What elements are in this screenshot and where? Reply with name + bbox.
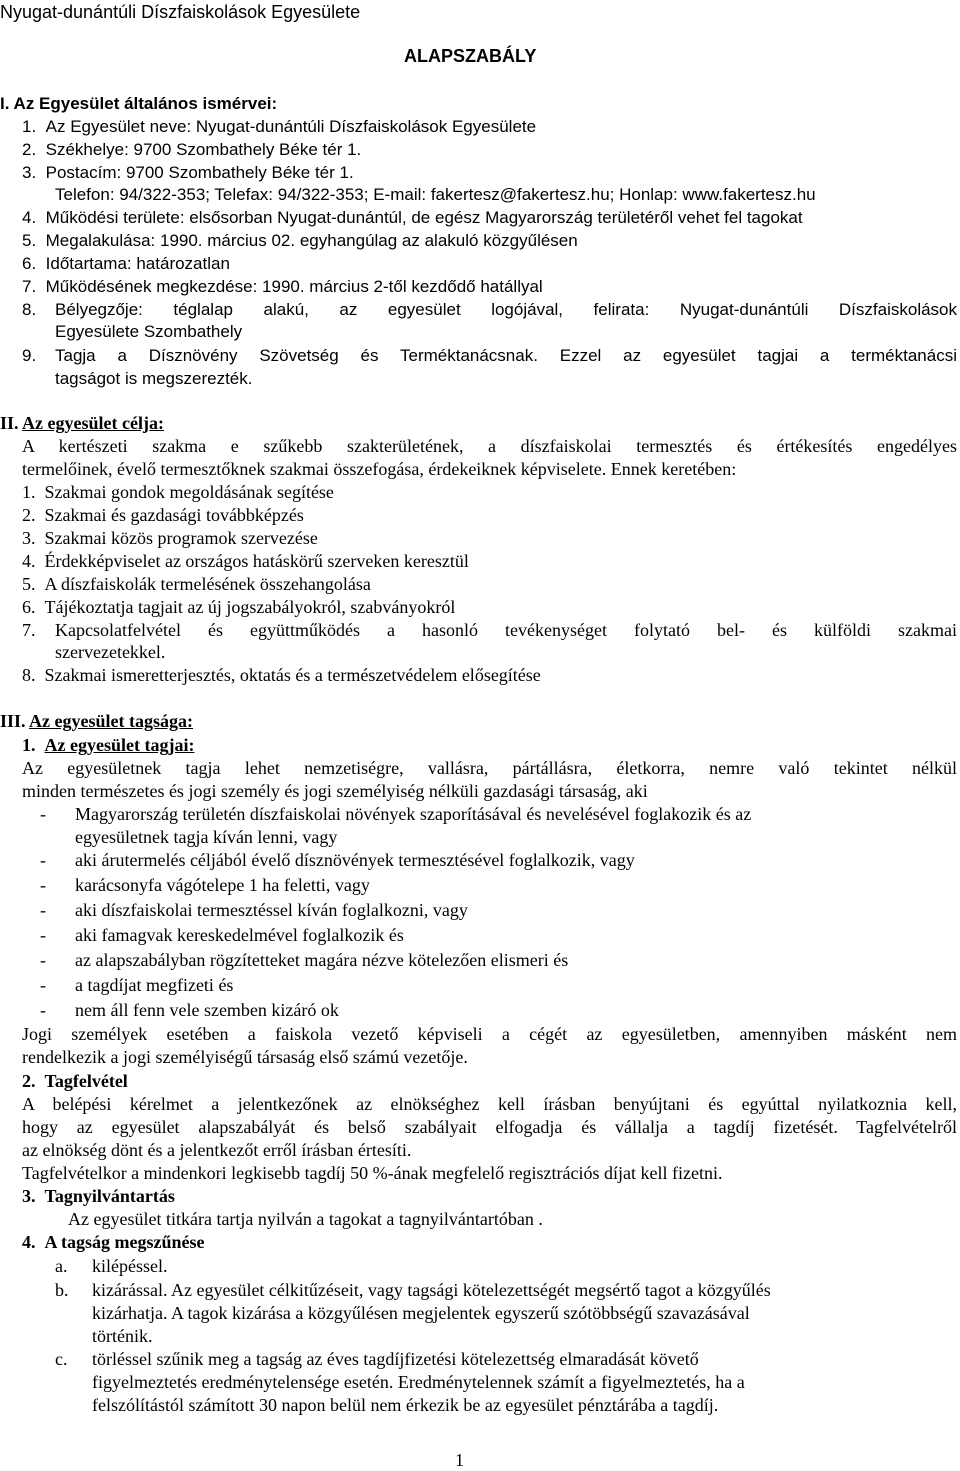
- s3-sub3-text: Az egyesület titkára tartja nyilván a tagokat a tagnyilvántartóban .: [68, 1209, 543, 1229]
- s3-sub4-b-letter: b.: [55, 1280, 69, 1300]
- s3-bullet-3: karácsonyfa vágótelepe 1 ha feletti, vagy: [75, 875, 370, 895]
- s3-sub-2-heading: 2. Tagfelvétel: [22, 1071, 128, 1091]
- s1-item-9-line1: Tagja a Dísznövény Szövetség és Terméktanácsnak. Ezzel az egyesület tagjai a terméktanácsi: [55, 346, 957, 365]
- s1-item-9-number: 9.: [22, 346, 37, 365]
- s1-item-8-line2: Egyesülete Szombathely: [55, 322, 243, 341]
- s3-sub4-b-line1: kizárással. Az egyesület célkitűzéseit, vagy tagsági kötelezettségét megsértő tagot a közgyűlés: [92, 1280, 771, 1300]
- s3-bullet-7: a tagdíjat megfizeti és: [75, 975, 234, 995]
- s3-sub4-c-letter: c.: [55, 1349, 68, 1369]
- bullet-dash: -: [40, 975, 46, 995]
- s1-contact-line: Telefon: 94/322-353; Telefax: 94/322-353; E-mail: fakertesz@fakertesz.hu; Honlap: www.fakertesz.hu: [55, 185, 816, 204]
- s3-bullet-2: aki árutermelés céljából évelő dísznövények termesztésével foglalkozik, vagy: [75, 850, 635, 870]
- s3-sub-3-heading: 3. Tagnyilvántartás: [22, 1186, 175, 1206]
- s3-sub2-line1: A belépési kérelmet a jelentkezőnek az elnökséghez kell írásban benyújtani és egyúttal nyilatkoznia kell,: [22, 1094, 957, 1114]
- page-header: Nyugat-dunántúli Díszfaiskolások Egyesülete: [0, 2, 361, 22]
- s3-sub4-c-line1: törléssel szűnik meg a tagság az éves tagdíjfizetési kötelezettség elmaradását követő: [92, 1349, 699, 1369]
- s3-bullet-1-line2: egyesületnek tagja kíván lenni, vagy: [75, 827, 338, 847]
- s3-sub-1-heading: 1. Az egyesület tagjai:: [22, 735, 195, 755]
- page-number: 1: [455, 1450, 464, 1470]
- section-1-heading: I. Az Egyesület általános ismérvei:: [0, 94, 278, 113]
- s3-bullet-6: az alapszabályban rögzítetteket magára nézve kötelezően elismeri és: [75, 950, 569, 970]
- s3-sub1-para2-line2: rendelkezik a jogi személyiségű társaság első számú vezetője.: [22, 1047, 468, 1067]
- document-title: ALAPSZABÁLY: [404, 46, 537, 66]
- s3-sub1-para1-line2: minden természetes és jogi személy és jogi személyiség nélküli gazdasági társaság, aki: [22, 781, 648, 801]
- s3-bullet-8: nem áll fenn vele szemben kizáró ok: [75, 1000, 339, 1020]
- s2-item-3: 3. Szakmai közös programok szervezése: [22, 528, 318, 548]
- s2-item-8: 8. Szakmai ismeretterjesztés, oktatás és a természetvédelem elősegítése: [22, 665, 541, 685]
- s2-intro-line1: A kertészeti szakma e szűkebb szakterületének, a díszfaiskolai termesztés és értékesítés engedélyes: [22, 436, 957, 456]
- s1-item-6: 6. Időtartama: határozatlan: [22, 254, 230, 273]
- bullet-dash: -: [40, 804, 46, 824]
- s2-item-7-line2: szervezetekkel.: [55, 642, 166, 662]
- section-2-heading: II. Az egyesület célja:: [0, 413, 164, 433]
- s3-sub2-line4: Tagfelvételkor a mindenkori legkisebb tagdíj 50 %-ának megfelelő regisztrációs díjat kell fizetni.: [22, 1163, 723, 1183]
- s1-item-4: 4. Működési területe: elsősorban Nyugat-dunántúl, de egész Magyarország területéről vehet fel tagokat: [22, 208, 803, 227]
- s3-bullet-4: aki díszfaiskolai termesztéssel kíván foglalkozni, vagy: [75, 900, 468, 920]
- bullet-dash: -: [40, 1000, 46, 1020]
- s1-item-8-line1: Bélyegzője: téglalap alakú, az egyesület logójával, felirata: Nyugat-dunántúli Díszfaiskolások: [55, 300, 957, 319]
- s3-sub4-a-text: kilépéssel.: [92, 1256, 168, 1276]
- s3-sub1-para1-line1: Az egyesületnek tagja lehet nemzetiségre, vallásra, pártállásra, életkorra, nemre való tekintet nélkül: [22, 758, 957, 778]
- s3-sub2-line2: hogy az egyesület alapszabályát és belső szabályait elfogadja és vállalja a tagdíj fizetését. Tagfelvételről: [22, 1117, 957, 1137]
- s2-item-6: 6. Tájékoztatja tagjait az új jogszabályokról, szabványokról: [22, 597, 456, 617]
- s3-sub1-para2-line1: Jogi személyek esetében a faiskola vezető képviseli a cégét az egyesületben, amennyiben másként nem: [22, 1024, 957, 1044]
- bullet-dash: -: [40, 925, 46, 945]
- s3-sub4-b-line3: történik.: [92, 1326, 153, 1346]
- s3-sub4-a-letter: a.: [55, 1256, 68, 1276]
- s2-item-7-line1: Kapcsolatfelvétel és együttműködés a hasonló tevékenységet folytató bel- és külföldi szakmai: [55, 620, 957, 640]
- bullet-dash: -: [40, 875, 46, 895]
- s1-item-5: 5. Megalakulása: 1990. március 02. egyhangúlag az alakuló közgyűlésen: [22, 231, 578, 250]
- s2-item-2: 2. Szakmai és gazdasági továbbképzés: [22, 505, 304, 525]
- bullet-dash: -: [40, 900, 46, 920]
- s2-item-7-number: 7.: [22, 620, 36, 640]
- s3-sub4-b-line2: kizárhatja. A tagok kizárása a közgyűlésen megjelentek egyszerű szótöbbségű szavazásával: [92, 1303, 750, 1323]
- s3-sub4-c-line3: felszólítástól számított 30 napon belül nem érkezik be az egyesület pénztárába a tagdíj.: [92, 1395, 719, 1415]
- s3-sub4-c-line2: figyelmeztetés eredménytelensége esetén. Eredménytelennek számít a figyelmeztetés, ha a: [92, 1372, 745, 1392]
- bullet-dash: -: [40, 950, 46, 970]
- s3-sub-4-heading: 4. A tagság megszűnése: [22, 1232, 205, 1252]
- s1-item-9-line2: tagságot is megszerezték.: [55, 369, 253, 388]
- s3-bullet-1-line1: Magyarország területén díszfaiskolai növények szaporításával és nevelésével foglakozik és az: [75, 804, 752, 824]
- bullet-dash: -: [40, 850, 46, 870]
- s1-item-1: 1. Az Egyesület neve: Nyugat-dunántúli Díszfaiskolások Egyesülete: [22, 117, 537, 136]
- section-3-heading: III. Az egyesület tagsága:: [0, 711, 193, 731]
- s2-intro-line2: termelőinek, évelő termesztőknek szakmai összefogása, érdekeiknek képviselete. Ennek keretében:: [22, 459, 737, 479]
- s1-item-3: 3. Postacím: 9700 Szombathely Béke tér 1.: [22, 163, 354, 182]
- s1-item-7: 7. Működésének megkezdése: 1990. március 2-től kezdődő hatállyal: [22, 277, 543, 296]
- s2-item-1: 1. Szakmai gondok megoldásának segítése: [22, 482, 334, 502]
- s1-item-2: 2. Székhelye: 9700 Szombathely Béke tér 1.: [22, 140, 362, 159]
- s1-item-8-number: 8.: [22, 300, 37, 319]
- s3-sub2-line3: az elnökség dönt és a jelentkezőt erről írásban értesíti.: [22, 1140, 412, 1160]
- s2-item-5: 5. A díszfaiskolák termelésének összehangolása: [22, 574, 371, 594]
- s2-item-4: 4. Érdekképviselet az országos hatáskörű szerveken keresztül: [22, 551, 469, 571]
- s3-bullet-5: aki famagvak kereskedelmével foglalkozik és: [75, 925, 404, 945]
